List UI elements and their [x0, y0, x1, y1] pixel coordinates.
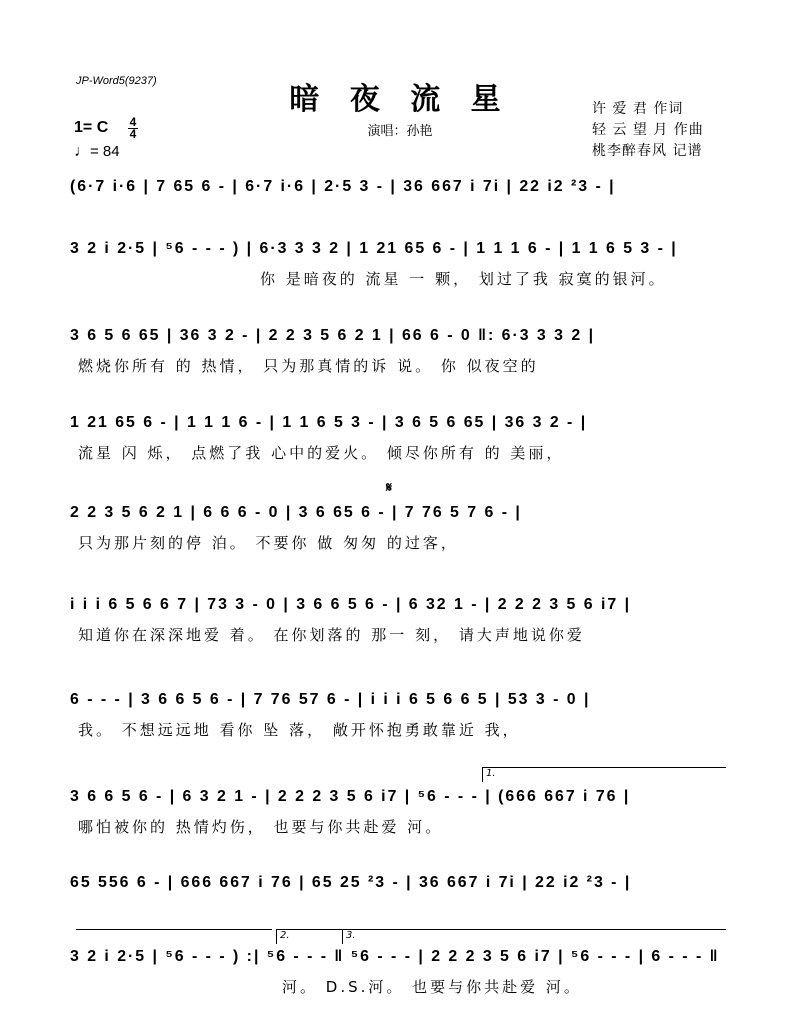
segno-icon: 𝄋	[386, 480, 393, 496]
lyrics-line: 知道你在深深地爱 着。 在你划落的 那一 刻， 请大声地说你爱	[78, 626, 585, 644]
notation-line: 3 6 6 5 6 - | 6 3 2 1 - | 2 2 2 3 5 6 i7 | ⁵6 - - - | (666 667 i 76 |	[70, 788, 631, 805]
score-line-2	[70, 239, 730, 288]
volta-3: 3.	[342, 929, 726, 944]
score-line-8	[70, 787, 730, 836]
lyrics-line: 流星 闪 烁， 点燃了我 心中的爱火。 倾尽你所有 的 美丽，	[78, 444, 565, 462]
singer-credit: 演唱：孙艳	[367, 124, 433, 139]
tempo-marking	[74, 143, 120, 161]
score-line-5	[70, 503, 730, 552]
lyrics-line: 燃烧你所有 的 热情， 只为那真情的诉 说。 你 似夜空的	[78, 357, 539, 375]
song-title: 暗 夜 流 星	[289, 82, 511, 117]
repeat-bracket-line	[76, 929, 272, 930]
lyrics-line: 只为那片刻的停 泊。 不要你 做 匆匆 的过客，	[78, 534, 459, 552]
score-line-6	[70, 595, 730, 644]
lyrics-line: 哪怕被你的 热情灼伤， 也要与你共赴爱 河。	[78, 818, 444, 836]
notation-line: i i i 6 5 6 6 7 | 73 3 - 0 | 3 6 6 5 6 - | 6 32 1 - | 2 2 2 3 5 6 i7 |	[70, 596, 632, 613]
notation-line: 3 6 5 6 65 | 36 3 2 - | 2 2 3 5 6 2 1 | 66 6 - 0 ‖: 6·3 3 3 2 |	[70, 327, 596, 344]
time-signature	[128, 117, 138, 140]
software-watermark: JP-Word5(9237)	[76, 75, 157, 87]
key-signature: 1= C	[74, 119, 109, 136]
lyrics-line: 河。 D.S.河。 也要与你共赴爱 河。	[282, 978, 582, 996]
lyricist-credit: 许 爱 君 作词	[592, 101, 684, 117]
score-line-7	[70, 690, 730, 739]
score-line-9	[70, 873, 730, 893]
notation-line: 3 2 i 2·5 | ⁵6 - - - ) | 6·3 3 3 2 | 1 21 65 6 - | 1 1 1 6 - | 1 1 6 5 3 - |	[70, 240, 678, 257]
volta-2: 2.	[276, 929, 342, 944]
lyrics-line: 你 是暗夜的 流星 一 颗， 划过了我 寂寞的银河。	[260, 270, 667, 288]
notation-line: 6 - - - | 3 6 6 5 6 - | 7 76 57 6 - | i i i 6 5 6 6 5 | 53 3 - 0 |	[70, 691, 591, 708]
transcriber-credit: 桃李醉春风 记谱	[592, 143, 703, 159]
notation-line: 1 21 65 6 - | 1 1 1 6 - | 1 1 6 5 3 - | 3 6 5 6 65 | 36 3 2 - |	[70, 414, 588, 431]
score-line-4	[70, 413, 730, 462]
notation-line: (6·7 i·6 | 7 65 6 - | 6·7 i·6 | 2·5 3 - | 36 667 i 7i | 22 i2 ²3 - |	[70, 178, 616, 195]
score-line-1	[70, 177, 730, 197]
lyrics-line: 我。 不想远远地 看你 坠 落， 敞开怀抱勇敢靠近 我，	[78, 721, 521, 739]
quarter-note-icon: ♩	[74, 143, 90, 160]
tempo-value: = 84	[90, 143, 120, 160]
time-signature-bottom: 4	[129, 127, 137, 141]
notation-line: 3 2 i 2·5 | ⁵6 - - - ) :| ⁵6 - - - ‖ ⁵6 - - - | 2 2 2 3 5 6 i7 | ⁵6 - - - | 6 - - - ‖	[70, 948, 720, 965]
notation-line: 2 2 3 5 6 2 1 | 6 6 6 - 0 | 3 6 65 6 - | 7 76 5 7 6 - |	[70, 504, 522, 521]
notation-line: 65 556 6 - | 666 667 i 76 | 65 25 ²3 - | 36 667 i 7i | 22 i2 ²3 - |	[70, 874, 632, 891]
composer-credit: 轻 云 望 月 作曲	[592, 122, 704, 138]
time-signature-top: 4	[129, 115, 137, 129]
score-line-3	[70, 326, 730, 375]
volta-1: 1.	[482, 767, 726, 782]
score-line-10	[70, 947, 730, 996]
